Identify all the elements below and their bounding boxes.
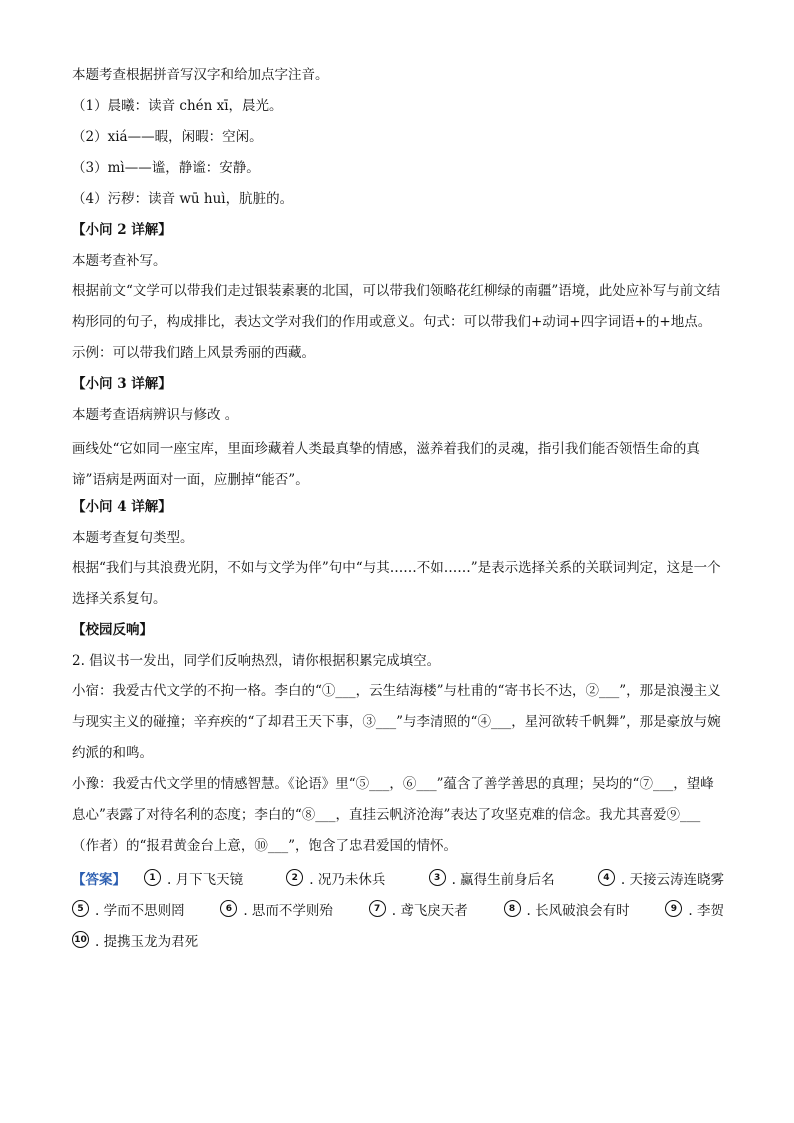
answer-text: . 月下飞天镜 [167, 871, 244, 888]
q3-heading: 【小问 3 详解】 [72, 376, 172, 392]
q4-paragraph: 根据“我们与其浪费光阴，不如与文学为伴”句中“与其……不如……”是表示选择关系的关联词判定，这是一个选择关系复句。 [72, 560, 721, 607]
answer-number-badge: 3 [429, 869, 446, 886]
q2-heading: 【小问 2 详解】 [72, 222, 172, 238]
answer-number-badge: 7 [369, 900, 386, 917]
answer-text: . 李贺 [688, 902, 724, 919]
campus-question: 2. 倡议书一发出，同学们反响热烈，请你根据积累完成填空。 [72, 653, 441, 669]
q4-line1: 本题考查复句类型。 [72, 530, 194, 546]
answer-item-5 [72, 899, 185, 919]
s1-intro: 本题考查根据拼音写汉字和给加点字注音。 [72, 67, 329, 83]
campus-heading: 【校园反响】 [72, 622, 153, 638]
answer-number-badge: 4 [598, 869, 615, 886]
answer-row-2 [72, 893, 724, 924]
answer-item-9 [665, 899, 724, 919]
answer-label-item [72, 868, 243, 888]
answer-item-6 [220, 899, 333, 919]
q3-paragraph: 画线处“它如同一座宝库，里面珍藏着人类最真挚的情感，滋养着我们的灵魂，指引我们能否领悟生命的真谛”语病是两面对一面，应删掉“能否”。 [72, 441, 700, 488]
s1-item-2: （2）xiá——暇，闲暇：空闲。 [72, 129, 263, 145]
answer-text: . 天接云涛连晓雾 [620, 871, 724, 888]
answer-number-badge: 2 [286, 869, 303, 886]
q2-paragraph: 根据前文“文学可以带我们走过银装素裹的北国，可以带我们领略花红柳绿的南疆”语境，此处应补写与前文结构形同的句子，构成排比，表达文学对我们的作用或意义。句式：可以带我们+动词+四字词语+的+地点。 [72, 283, 721, 330]
q4-heading: 【小问 4 详解】 [72, 499, 172, 515]
answer-item-4 [598, 868, 724, 888]
answer-item-7 [369, 899, 468, 919]
answer-label: 【答案】 [72, 871, 126, 888]
answer-number-badge: 6 [220, 900, 237, 917]
answer-text: . 况乃未休兵 [309, 871, 386, 888]
answer-text: . 学而不思则罔 [95, 902, 185, 919]
answer-item-10 [72, 930, 198, 950]
document-content [72, 64, 724, 955]
answer-text: . 鸢飞戾天者 [391, 902, 468, 919]
answer-item-8 [504, 899, 630, 919]
answer-number-badge: 10 [72, 931, 89, 948]
answer-text: . 长风破浪会有时 [526, 902, 630, 919]
s1-item-1: （1）晨曦：读音 chén xī，晨光。 [72, 98, 283, 114]
answer-number-badge: 8 [504, 900, 521, 917]
answer-item-2 [286, 868, 385, 888]
campus-paragraph-1: 小宿：我爱古代文学的不拘一格。李白的“①___，云生结海楼”与杜甫的“寄书长不达，②___”，那是浪漫主义与现实主义的碰撞；辛弃疾的“了却君王天下事，③___”与李清照的“④___，星河欲转千帆舞”，那是豪放与婉约派的和鸣。 [72, 683, 721, 761]
answer-text: . 提携玉龙为君死 [95, 933, 199, 950]
answer-text: . 思而不学则殆 [243, 902, 333, 919]
answer-number-badge: 9 [665, 900, 682, 917]
campus-paragraph-2: 小豫：我爱古代文学里的情感智慧。《论语》里“⑤___，⑥___”蕴含了善学善思的真理；吴均的“⑦___，望峰息心”表露了对待名利的态度；李白的“⑧___，直挂云帆济沧海”表达了攻坚克难的信念。我尤其喜爱⑨___（作者）的“报君黄金台上意，⑩___”，饱含了忠君爱国的情怀。 [72, 776, 714, 854]
q3-line1: 本题考查语病辨识与修改 。 [72, 407, 239, 423]
answer-number-badge: 1 [144, 869, 161, 886]
answer-row-3 [72, 924, 724, 955]
answer-number-badge: 5 [72, 900, 89, 917]
q2-line1: 本题考查补写。 [72, 253, 167, 269]
q2-example: 示例：可以带我们踏上风景秀丽的西藏。 [72, 345, 315, 361]
s1-item-3: （3）mì——谧，静谧：安静。 [72, 160, 260, 176]
answer-item-3 [429, 868, 555, 888]
answer-row-1 [72, 862, 724, 893]
answer-text: . 赢得生前身后名 [451, 871, 555, 888]
s1-item-4: （4）污秽：读音 wū huì，肮脏的。 [72, 191, 294, 207]
